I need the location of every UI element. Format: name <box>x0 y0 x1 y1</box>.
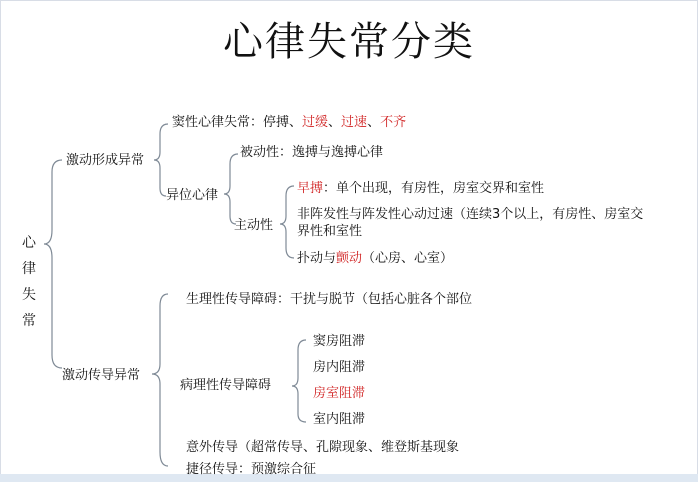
sinus-irregular: 不齐 <box>380 115 407 130</box>
block-item-highlight: 房室阻滞 <box>313 386 366 401</box>
ectopic-label: 异位心律 <box>166 188 219 203</box>
ectopic-brace <box>224 154 238 224</box>
premature-detail: ：单个出现，有房性，房室交界和室性 <box>323 181 545 196</box>
flutter-suffix: （心房、心室） <box>362 251 454 266</box>
root-char: 失 <box>22 287 36 303</box>
sinus-sep: 、 <box>367 115 381 130</box>
root-char: 心 <box>22 235 36 251</box>
root-label <box>19 230 39 334</box>
root-brace <box>44 160 62 368</box>
root-char: 常 <box>22 313 36 329</box>
active-brace <box>280 186 294 258</box>
pathological-brace <box>292 340 306 422</box>
page-title: 心律失常分类 <box>223 19 475 65</box>
flutter-prefix: 扑动与 <box>297 251 337 266</box>
sinus-sep: 、 <box>328 115 342 130</box>
block-item: 室内阻滞 <box>313 412 366 427</box>
premature-term: 早搏 <box>297 181 324 196</box>
tachycardia-line-2: 界性和室性 <box>297 224 363 239</box>
physiological-line: 生理性传导障碍：干扰与脱节（包括心脏各个部位 <box>186 292 473 307</box>
premature-line <box>297 181 544 197</box>
accidental-line: 意外传导（超常传导、孔隙现象、维登斯基现象 <box>186 440 460 455</box>
root-char: 律 <box>22 261 36 277</box>
passive-line: 被动性：逸搏与逸搏心律 <box>240 145 384 160</box>
block-item: 房内阻滞 <box>313 360 366 375</box>
conduction-label: 激动传导异常 <box>62 368 141 383</box>
sinus-arrhythmia-line <box>172 115 406 131</box>
active-label: 主动性 <box>234 218 274 233</box>
sinus-fast: 过速 <box>341 115 368 130</box>
block-item: 窦房阻滞 <box>313 334 366 349</box>
pathological-label: 病理性传导障碍 <box>180 378 272 393</box>
sinus-prefix: 窦性心律失常：停搏、 <box>172 115 303 130</box>
fibrillation-term: 颤动 <box>336 251 363 266</box>
conduction-brace <box>152 294 168 466</box>
formation-label: 激动形成异常 <box>66 153 145 168</box>
formation-brace <box>154 124 168 196</box>
bypass-line: 捷径传导：预激综合征 <box>186 462 317 477</box>
flutter-line <box>297 251 453 267</box>
tachycardia-line-1: 非阵发性与阵发性心动过速（连续3个以上，有房性、房室交 <box>297 207 644 222</box>
sinus-slow: 过缓 <box>302 115 329 130</box>
